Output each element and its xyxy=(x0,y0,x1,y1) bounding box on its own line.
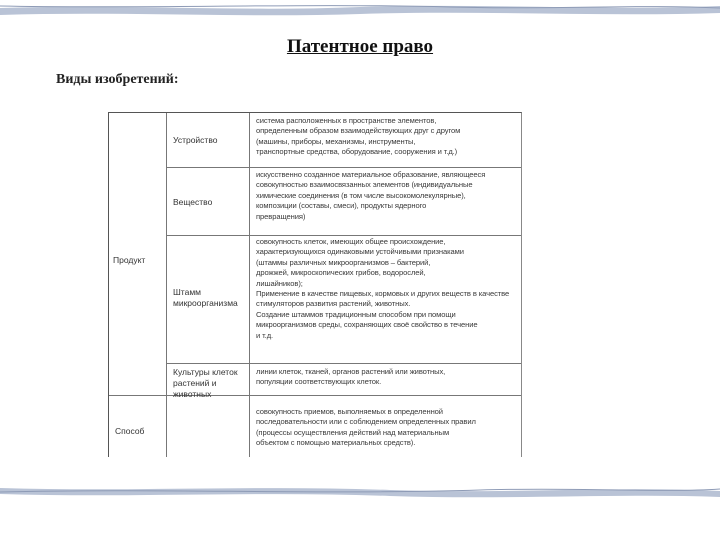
description-line: популяции соответствующих клеток. xyxy=(256,377,382,387)
description-line: превращения) xyxy=(256,211,306,221)
description-line: искусственно созданное материальное образование, являющееся xyxy=(256,170,486,179)
category-strain: Штамм микроорганизма xyxy=(173,287,238,308)
description-line: система расположенных в пространстве элементов, xyxy=(256,116,437,125)
description-line: лишайников); xyxy=(256,278,303,288)
strain-description xyxy=(256,237,518,341)
description-line: объектом с помощью материальных средств). xyxy=(256,438,416,448)
slide-title: Патентное право xyxy=(286,36,434,57)
product-label: Продукт xyxy=(113,255,146,265)
device-description xyxy=(256,116,518,158)
description-line: транспортные средства, оборудование, сооружения и т.д.) xyxy=(256,147,458,157)
description-line: композиции (составы, смеси), продукты ядерного xyxy=(256,201,427,211)
table-divider xyxy=(249,113,250,457)
table-divider xyxy=(166,363,521,364)
category-substance: Вещество xyxy=(173,197,213,207)
description-line: (процессы осуществления действий над материальным xyxy=(256,427,450,437)
description-line: совокупность приемов, выполняемых в определенной xyxy=(256,407,443,416)
description-line: (штаммы различных микроорганизмов – бактерий, xyxy=(256,257,431,267)
table-divider xyxy=(166,113,167,457)
description-line: линии клеток, тканей, органов растений или животных, xyxy=(256,367,446,376)
description-line: определенным образом взаимодействующих друг с другом xyxy=(256,126,461,136)
cell-cultures-description xyxy=(256,367,518,388)
inventions-table xyxy=(108,112,522,457)
description-line: совокупность клеток, имеющих общее происхождение, xyxy=(256,237,446,246)
slide-subtitle: Виды изобретений: xyxy=(56,72,179,87)
description-line: дрожжей, микроскопических грибов, водорослей, xyxy=(256,268,426,278)
substance-description xyxy=(256,170,518,222)
description-line: и т.д. xyxy=(256,330,274,340)
table-divider xyxy=(166,235,521,236)
top-decorative-border xyxy=(0,0,720,22)
category-device: Устройство xyxy=(173,135,218,145)
description-line: стимуляторов развития растений, животных. xyxy=(256,299,411,309)
description-line: последовательности или с соблюдением определенных правил xyxy=(256,417,476,427)
description-line: (машины, приборы, механизмы, инструменты, xyxy=(256,136,416,146)
description-line: микроорганизмов среды, сохраняющих своё свойство в течение xyxy=(256,320,478,330)
category-cell-cultures: Культуры клеток растений и животных xyxy=(173,367,238,399)
table-divider xyxy=(166,167,521,168)
description-line: химические соединения (в том числе высокомолекулярные), xyxy=(256,190,466,200)
method-description xyxy=(256,407,518,449)
description-line: Создание штаммов традиционным способом при помощи xyxy=(256,309,456,319)
description-line: Применение в качестве пищевых, кормовых и других веществ в качестве xyxy=(256,289,510,299)
description-line: характеризующихся одинаковыми устойчивыми признаками xyxy=(256,247,464,257)
table-divider xyxy=(109,395,521,396)
bottom-decorative-border xyxy=(0,482,720,502)
description-line: совокупностью взаимосвязанных элементов (индивидуальные xyxy=(256,180,473,190)
method-label: Способ xyxy=(115,426,145,436)
